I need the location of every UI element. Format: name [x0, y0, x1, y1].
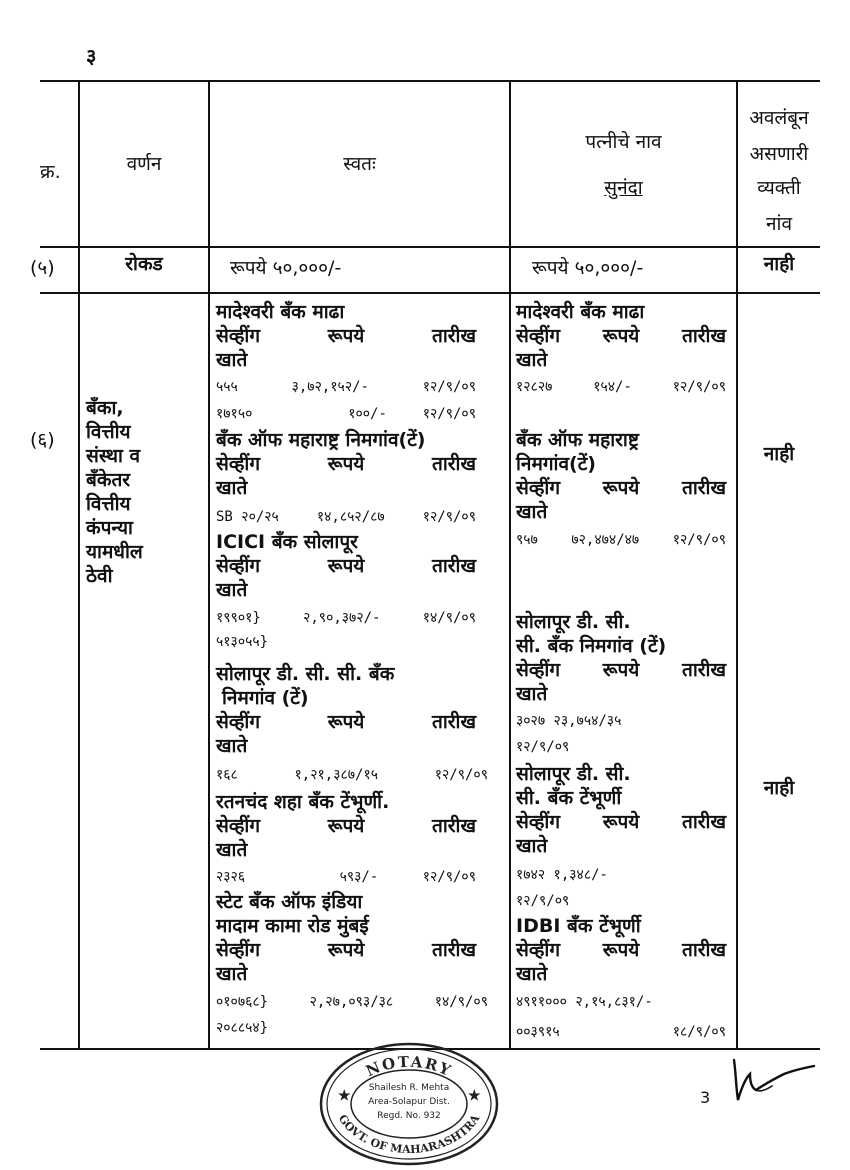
account-no: १९९०१}	[216, 610, 261, 626]
bank-desc-line: कंपन्या	[86, 517, 133, 539]
header-sr: क्र.	[40, 161, 61, 183]
bank-sr: (६)	[30, 429, 55, 451]
col-heading: रूपये	[602, 811, 640, 833]
star-icon: ★	[338, 1088, 351, 1104]
wife-bank-4-date: १२/९/०९	[516, 893, 570, 909]
col-heading: रूपये	[327, 453, 365, 475]
date: १४/९/०९	[422, 610, 476, 626]
bank-desc-line: बँका,	[86, 397, 124, 419]
wife-bank-4-heading-2: खाते	[516, 835, 548, 857]
cash-sr: (५)	[30, 257, 55, 279]
amount: १५४/-	[593, 379, 632, 395]
col-heading: रूपये	[602, 659, 640, 681]
header-dependent-line-4: नांव	[765, 213, 793, 235]
col-heading: सेव्हींग	[516, 477, 561, 499]
self-bank-1-entry	[216, 404, 476, 424]
wife-bank-4-name: सोलापूर डी. सी.	[516, 763, 631, 785]
wife-bank-3-date: १२/९/०९	[516, 739, 570, 755]
amount: ५९३/-	[339, 869, 379, 885]
wife-bank-3-name-2: सी. बँक निमगांव (टें)	[516, 635, 667, 657]
self-bank-4-name: सोलापूर डी. सी. सी. बँक	[216, 663, 395, 685]
date: १२/९/०९	[672, 379, 726, 395]
self-bank-6-heading	[216, 938, 476, 962]
col-heading: तारीख	[682, 659, 726, 681]
self-bank-1-heading-2: खाते	[216, 349, 248, 371]
self-bank-2-heading-2: खाते	[216, 477, 248, 499]
signature	[722, 1040, 822, 1110]
top-page-mark: ३	[86, 44, 97, 68]
col-heading: तारीख	[682, 939, 726, 961]
bank-desc-line: संस्था व	[86, 445, 141, 467]
col-heading: रूपये	[327, 815, 365, 837]
amount: १४,८५२/८७	[316, 509, 385, 525]
col-heading: सेव्हींग	[216, 453, 261, 475]
account-no: १६८	[216, 767, 238, 783]
wife-bank-2-name-2: निमगांव(टें)	[516, 453, 596, 475]
date: १८/९/०९	[672, 1024, 726, 1040]
self-bank-6-account-cont: २०८८५४}	[216, 1020, 269, 1036]
col-heading: सेव्हींग	[216, 939, 261, 961]
notary-stamp	[314, 1038, 504, 1166]
bank-dependent-2: नाही	[763, 777, 795, 799]
cash-dependent: नाही	[763, 253, 795, 275]
col-heading: तारीख	[432, 325, 476, 347]
header-dependent-line-2: असणारी	[749, 143, 809, 165]
self-bank-5-entry	[216, 867, 476, 887]
col-heading: रूपये	[327, 939, 365, 961]
account-no: ०१०७६८}	[216, 994, 269, 1010]
self-bank-3-name: ICICI बँक सोलापूर	[216, 531, 358, 553]
account-no: ००३९१५	[516, 1024, 560, 1040]
col-heading: सेव्हींग	[516, 811, 561, 833]
self-bank-4-heading-2: खाते	[216, 735, 248, 757]
col-heading: सेव्हींग	[216, 711, 261, 733]
self-bank-4-heading	[216, 710, 476, 734]
col-heading: सेव्हींग	[516, 325, 561, 347]
col-heading: रूपये	[327, 711, 365, 733]
stamp-top-path: NOTARY	[363, 1052, 455, 1081]
date: १२/९/०९	[422, 406, 476, 422]
col-heading: तारीख	[682, 477, 726, 499]
self-bank-6-name-2: मादाम कामा रोड मुंबई	[216, 915, 369, 937]
account-no: १७१५०	[216, 406, 253, 422]
self-bank-2-entry	[216, 507, 476, 527]
wife-bank-5-entry: ४९११००० २,१५,८३१/-	[516, 994, 653, 1010]
wife-bank-1-heading	[516, 324, 726, 348]
col-heading: सेव्हींग	[216, 325, 261, 347]
header-dependent-line-3: व्यक्ती	[757, 177, 801, 199]
stamp-top-text	[363, 1053, 455, 1081]
bank-desc-line: वित्तीय	[86, 493, 131, 515]
col-heading: तारीख	[682, 325, 726, 347]
amount: ७२,४७४/४७	[571, 532, 640, 548]
bank-desc-line: ठेवी	[86, 565, 113, 587]
self-bank-4-entry	[216, 765, 488, 785]
col-heading: सेव्हींग	[516, 659, 561, 681]
amount: १००/-	[348, 406, 387, 422]
date: १२/९/०९	[422, 379, 476, 395]
self-bank-5-heading	[216, 814, 476, 838]
self-bank-1-name: मादेश्वरी बँक माढा	[216, 301, 345, 323]
wife-bank-3-entry: ३०२७ २३,७५४/३५	[516, 713, 622, 729]
bank-desc-line: यामधील	[86, 541, 143, 563]
self-bank-6-name: स्टेट बँक ऑफ इंडिया	[216, 891, 363, 913]
col-heading: तारीख	[432, 939, 476, 961]
wife-bank-1-heading-2: खाते	[516, 349, 548, 371]
col-heading: तारीख	[432, 453, 476, 475]
wife-bank-4-heading	[516, 810, 726, 834]
wife-bank-2-heading-2: खाते	[516, 501, 548, 523]
account-no: ९५७	[516, 532, 538, 548]
stamp-line-3: Regd. No. 932	[377, 1111, 441, 1121]
date: १२/९/०९	[672, 532, 726, 548]
header-description: वर्णन	[126, 153, 162, 175]
wife-bank-2-name: बँक ऑफ महाराष्ट्र	[516, 429, 639, 451]
date: १४/९/०९	[434, 994, 488, 1010]
wife-bank-1-name: मादेश्वरी बँक माढा	[516, 301, 645, 323]
date: १२/९/०९	[434, 767, 488, 783]
col-heading: रूपये	[327, 325, 365, 347]
self-bank-5-name: रतनचंद शहा बँक टेंभूर्णी.	[216, 791, 390, 813]
self-bank-6-entry	[216, 992, 488, 1012]
self-bank-4-name-2: निमगांव (टें)	[222, 687, 309, 709]
col-heading: रूपये	[602, 477, 640, 499]
wife-bank-5-heading-2: खाते	[516, 963, 548, 985]
cash-self-amount: रूपये ५०,०००/-	[230, 257, 342, 279]
wife-bank-5-heading	[516, 938, 726, 962]
col-heading: रूपये	[602, 325, 640, 347]
self-bank-6-heading-2: खाते	[216, 963, 248, 985]
col-heading: तारीख	[432, 555, 476, 577]
col-heading: तारीख	[432, 815, 476, 837]
cash-wife-amount: रूपये ५०,०००/-	[532, 257, 644, 279]
account-no: SB २०/२५	[216, 509, 279, 525]
col-heading: सेव्हींग	[216, 815, 261, 837]
star-icon: ★	[468, 1088, 481, 1104]
self-bank-1-entry	[216, 377, 476, 397]
header-wife-name: पत्नीचे नाव	[585, 131, 662, 153]
col-heading: तारीख	[682, 811, 726, 833]
header-dependent-line-1: अवलंबून	[749, 107, 809, 129]
amount: ३,७२,१५२/-	[291, 379, 369, 395]
cash-description: रोकड	[125, 253, 163, 275]
col-heading: तारीख	[432, 711, 476, 733]
stamp-line-2: Area-Solapur Dist.	[368, 1097, 450, 1107]
header-self: स्वतः	[343, 153, 376, 175]
date: १२/९/०९	[422, 509, 476, 525]
wife-bank-3-heading	[516, 658, 726, 682]
wife-bank-3-name: सोलापूर डी. सी.	[516, 611, 631, 633]
self-bank-2-heading	[216, 452, 476, 476]
stamp-bottom-path: GOVT. OF MAHARASHTRA	[335, 1112, 483, 1157]
self-bank-3-heading-2: खाते	[216, 579, 248, 601]
wife-bank-4-name-2: सी. बँक टेंभूर्णी	[516, 787, 622, 809]
self-bank-3-entry	[216, 608, 476, 628]
bank-desc-line: बँकेतर	[86, 469, 131, 491]
bank-desc-line: वित्तीय	[86, 421, 131, 443]
wife-bank-3-heading-2: खाते	[516, 683, 548, 705]
bank-dependent-1: नाही	[763, 443, 795, 465]
date: १२/९/०९	[422, 869, 476, 885]
page-number: 3	[700, 1088, 711, 1107]
account-no: १२८२७	[516, 379, 553, 395]
col-heading: रूपये	[327, 555, 365, 577]
col-heading: रूपये	[602, 939, 640, 961]
col-heading: सेव्हींग	[516, 939, 561, 961]
wife-bank-2-entry	[516, 530, 726, 550]
col-heading: सेव्हींग	[216, 555, 261, 577]
wife-bank-5-entry-2	[516, 1022, 726, 1042]
self-bank-3-heading	[216, 554, 476, 578]
self-bank-5-heading-2: खाते	[216, 839, 248, 861]
wife-bank-5-name: IDBI बँक टेंभूर्णी	[516, 915, 641, 937]
amount: २,९०,३७२/-	[303, 610, 381, 626]
amount: १,२१,३८७/१५	[294, 767, 379, 783]
wife-bank-4-entry: १७४२ १,३४८/-	[516, 867, 608, 883]
account-no: २३२६	[216, 869, 246, 885]
amount: २,२७,०९३/३८	[309, 994, 394, 1010]
wife-bank-2-heading	[516, 476, 726, 500]
self-bank-3-account-cont: ५१३०५५}	[216, 634, 269, 650]
stamp-line-1: Shailesh R. Mehta	[368, 1083, 450, 1093]
wife-bank-1-entry	[516, 377, 726, 397]
self-bank-1-heading	[216, 324, 476, 348]
self-bank-2-name: बँक ऑफ महाराष्ट्र निमगांव(टें)	[216, 429, 426, 451]
account-no: ५५५	[216, 379, 238, 395]
header-wife-given-name: सुनंदा	[604, 177, 643, 199]
